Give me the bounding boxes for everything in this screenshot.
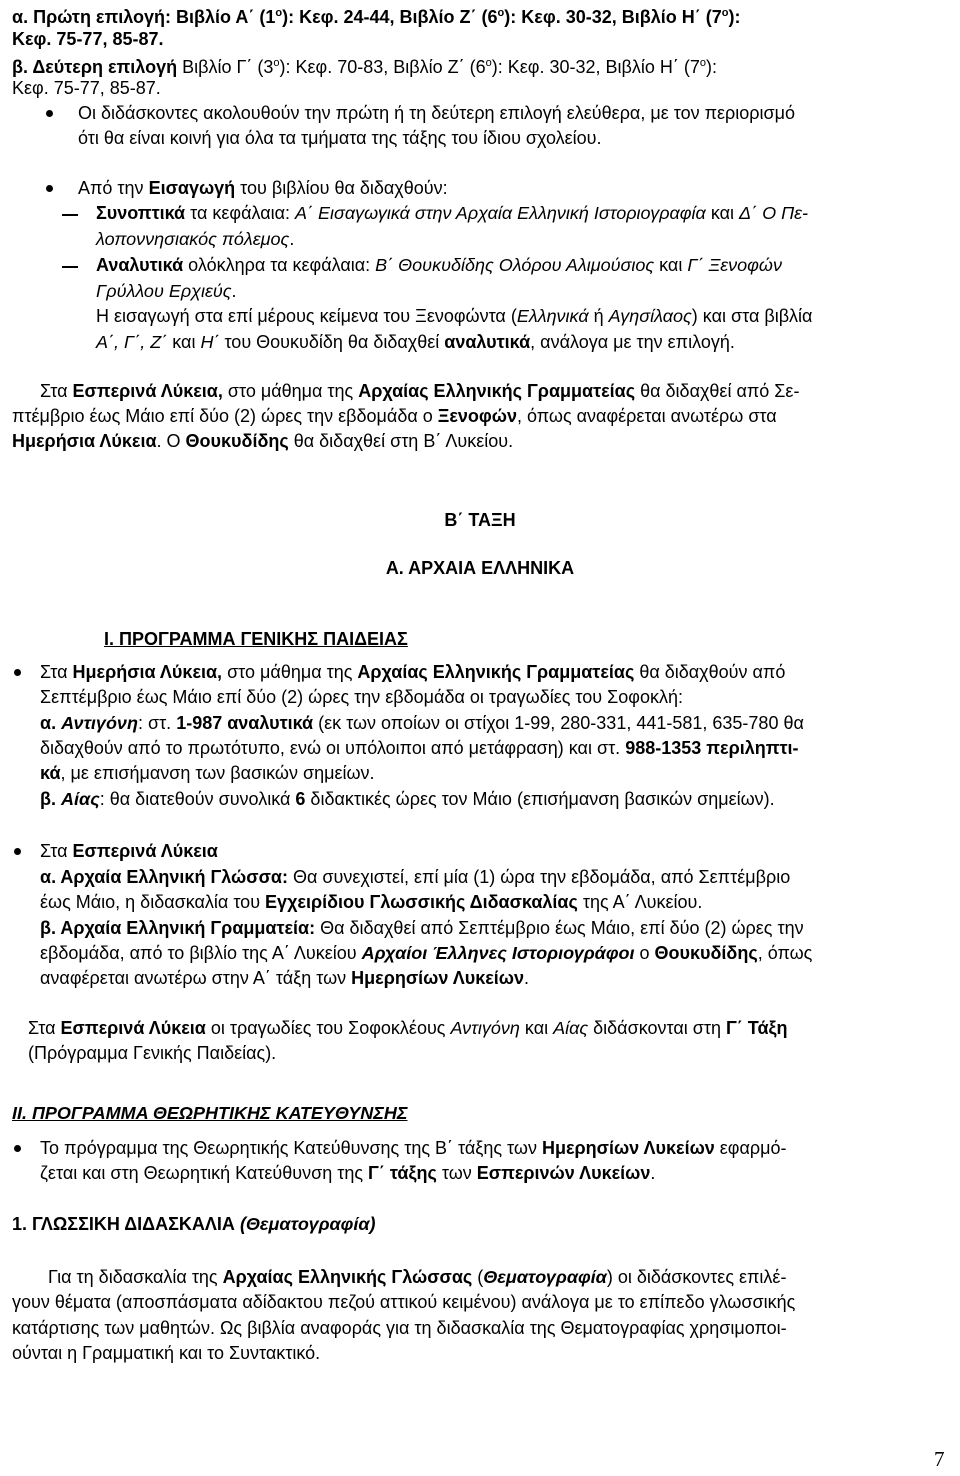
teachers-line-2: ότι θα είναι κοινή για όλα τα τμήματα της τάξης του ίδιου σχολείου. [78,128,602,148]
bullet-icon [14,848,21,855]
section-1-title: Ι. ΠΡΟΓΡΑΜΜΑ ΓΕΝΙΚΗΣ ΠΑΙΔΕΙΑΣ [104,629,408,649]
antigone-line-1: α. Αντιγόνη: στ. 1-987 αναλυτικά (εκ των οποίων οι στίχοι 1-99, 280-331, 441-581, 635-780 θα [40,713,804,733]
literature-line-2: εβδομάδα, από το βιβλίο της Α΄ Λυκείου Αρχαίοι Έλληνες Ιστοριογράφοι ο Θουκυδίδης, όπως [40,943,813,963]
class-title: Β΄ ΤΑΞΗ [444,510,516,530]
analytic-line-1: Αναλυτικά ολόκληρα τα κεφάλαια: Β΄ Θουκυδίδης Ολόρου Αλιμούσιος και Γ΄ Ξενοφών [96,255,782,275]
evening-line-1: Στα Εσπερινά Λύκεια, στο μάθημα της Αρχαίας Ελληνικής Γραμματείας θα διδαχθεί από Σε- [40,381,800,401]
theoretical-line-1: Το πρόγραμμα της Θεωρητικής Κατεύθυνσης της Β΄ τάξης των Ημερησίων Λυκείων εφαρμό- [40,1138,787,1158]
section-2-title: ΙΙ. ΠΡΟΓΡΑΜΜΑ ΘΕΩΡΗΤΙΚΗΣ ΚΑΤΕΥΘΥΝΣΗΣ [12,1103,408,1123]
option-a-line: α. Πρώτη επιλογή: Βιβλίο Α΄ $(1^o)$: Κεφ. 24-44, Βιβλίο Ζ΄ $(6^o)$: Κεφ. 30-32, Βιβλίο Η΄ $(7^o)$: [12,7,741,27]
page-number: 7 [934,1447,945,1471]
summary-line-2: λοποννησιακός πόλεμος. [96,229,295,249]
theoretical-line-2: ζεται και στη Θεωρητική Κατεύθυνση της Γ΄ τάξης των Εσπερινών Λυκείων. [40,1163,656,1183]
day-line-2: Σεπτέμβριο έως Μάιο επί δύο (2) ώρες την εβδομάδα οι τραγωδίες του Σοφοκλή: [40,687,683,707]
language-line-1: α. Αρχαία Ελληνική Γλώσσα: Θα συνεχιστεί, επί μία (1) ώρα την εβδομάδα, από Σεπτέμβριο [40,867,791,887]
option-b-line-2: Κεφ. 75-77, 85-87. [12,78,161,98]
subsection-1-title: 1. ΓΛΩΣΣΙΚΗ ΔΙΔΑΣΚΑΛΙΑ (Θεματογραφία) [12,1214,376,1234]
subject-title: Α. ΑΡΧΑΙΑ ΕΛΛΗΝΙΚΑ [385,558,575,578]
thematography-line-2: γουν θέματα (αποσπάσματα αδίδακτου πεζού αττικού κειμένου) ανάλογα με το επίπεδο γλωσσικής [12,1292,796,1312]
evening-2-heading: Στα Εσπερινά Λύκεια [40,841,218,861]
bullet-icon [46,110,53,117]
literature-line-1: β. Αρχαία Ελληνική Γραμματεία: Θα διδαχθεί από Σεπτέμβριο έως Μάιο, επί δύο (2) ώρες την [40,918,804,938]
option-b-line: β. Δεύτερη επιλογή Βιβλίο Γ΄ $(3^o)$: Κεφ. 70-83, Βιβλίο Ζ΄ $(6^o)$: Κεφ. 30-32, Βιβλίο Η΄ $(7^o)$: [12,57,717,77]
language-line-2: έως Μάιο, η διδασκαλία του Εγχειρίδιου Γλωσσικής Διδασκαλίας της Α΄ Λυκείου. [40,892,703,912]
intro-line: Από την Εισαγωγή του βιβλίου θα διδαχθούν: [78,178,448,198]
antigone-line-2: διδαχθούν από το πρωτότυπο, ενώ οι υπόλοιποι από μετάφραση) και στ. 988-1353 περιληπτι- [40,738,799,758]
evening-line-2: πτέμβριο έως Μάιο επί δύο (2) ώρες την εβδομάδα ο Ξενοφών, όπως αναφέρεται ανωτέρω στα [12,406,777,426]
bullet-icon [14,669,21,676]
thematography-line-3: κατάρτισης των μαθητών. Ως βιβλία αναφοράς για τη διδασκαλία της Θεματογραφίας χρησιμοποι- [12,1318,787,1338]
dash-icon [62,266,78,268]
intro-note-line-2: Α΄, Γ΄, Ζ΄ και Η΄ του Θουκυδίδη θα διδαχθεί αναλυτικά, ανάλογα με την επιλογή. [96,332,735,352]
thematography-line-1: Για τη διδασκαλία της Αρχαίας Ελληνικής Γλώσσας (Θεματογραφία) οι διδάσκοντες επιλέ- [48,1267,787,1287]
intro-note-line-1: Η εισαγωγή στα επί μέρους κείμενα του Ξενοφώντα (Ελληνικά ή Αγησίλαος) και στα βιβλία [96,306,813,326]
teachers-line-1: Οι διδάσκοντες ακολουθούν την πρώτη ή τη δεύτερη επιλογή ελεύθερα, με τον περιορισμό [78,103,796,123]
evening-line-3: Ημερήσια Λύκεια. Ο Θουκυδίδης θα διδαχθεί στη Β΄ Λυκείου. [12,431,514,451]
day-line-1: Στα Ημερήσια Λύκεια, στο μάθημα της Αρχαίας Ελληνικής Γραμματείας θα διδαχθούν από [40,662,786,682]
bullet-icon [46,185,53,192]
sophocles-line-2: (Πρόγραμμα Γενικής Παιδείας). [28,1043,277,1063]
option-a-line-2: Κεφ. 75-77, 85-87. [12,29,164,49]
summary-line-1: Συνοπτικά τα κεφάλαια: Α΄ Εισαγωγικά στην Αρχαία Ελληνική Ιστοριογραφία και Δ΄ Ο Πε- [96,203,809,223]
dash-icon [62,214,78,216]
bullet-icon [14,1145,21,1152]
thematography-line-4: ούνται η Γραμματική και το Συντακτικό. [12,1343,321,1363]
antigone-line-3: κά, με επισήμανση των βασικών σημείων. [40,763,375,783]
analytic-line-2: Γρύλλου Ερχιεύς. [96,281,237,301]
literature-line-3: αναφέρεται ανωτέρω στην Α΄ τάξη των Ημερησίων Λυκείων. [40,968,529,988]
sophocles-line-1: Στα Εσπερινά Λύκεια οι τραγωδίες του Σοφοκλέους Αντιγόνη και Αίας διδάσκονται στη Γ΄ Τάξη [28,1018,788,1038]
ajax-line: β. Αίας: θα διατεθούν συνολικά 6 διδακτικές ώρες τον Μάιο (επισήμανση βασικών σημείων). [40,789,775,809]
